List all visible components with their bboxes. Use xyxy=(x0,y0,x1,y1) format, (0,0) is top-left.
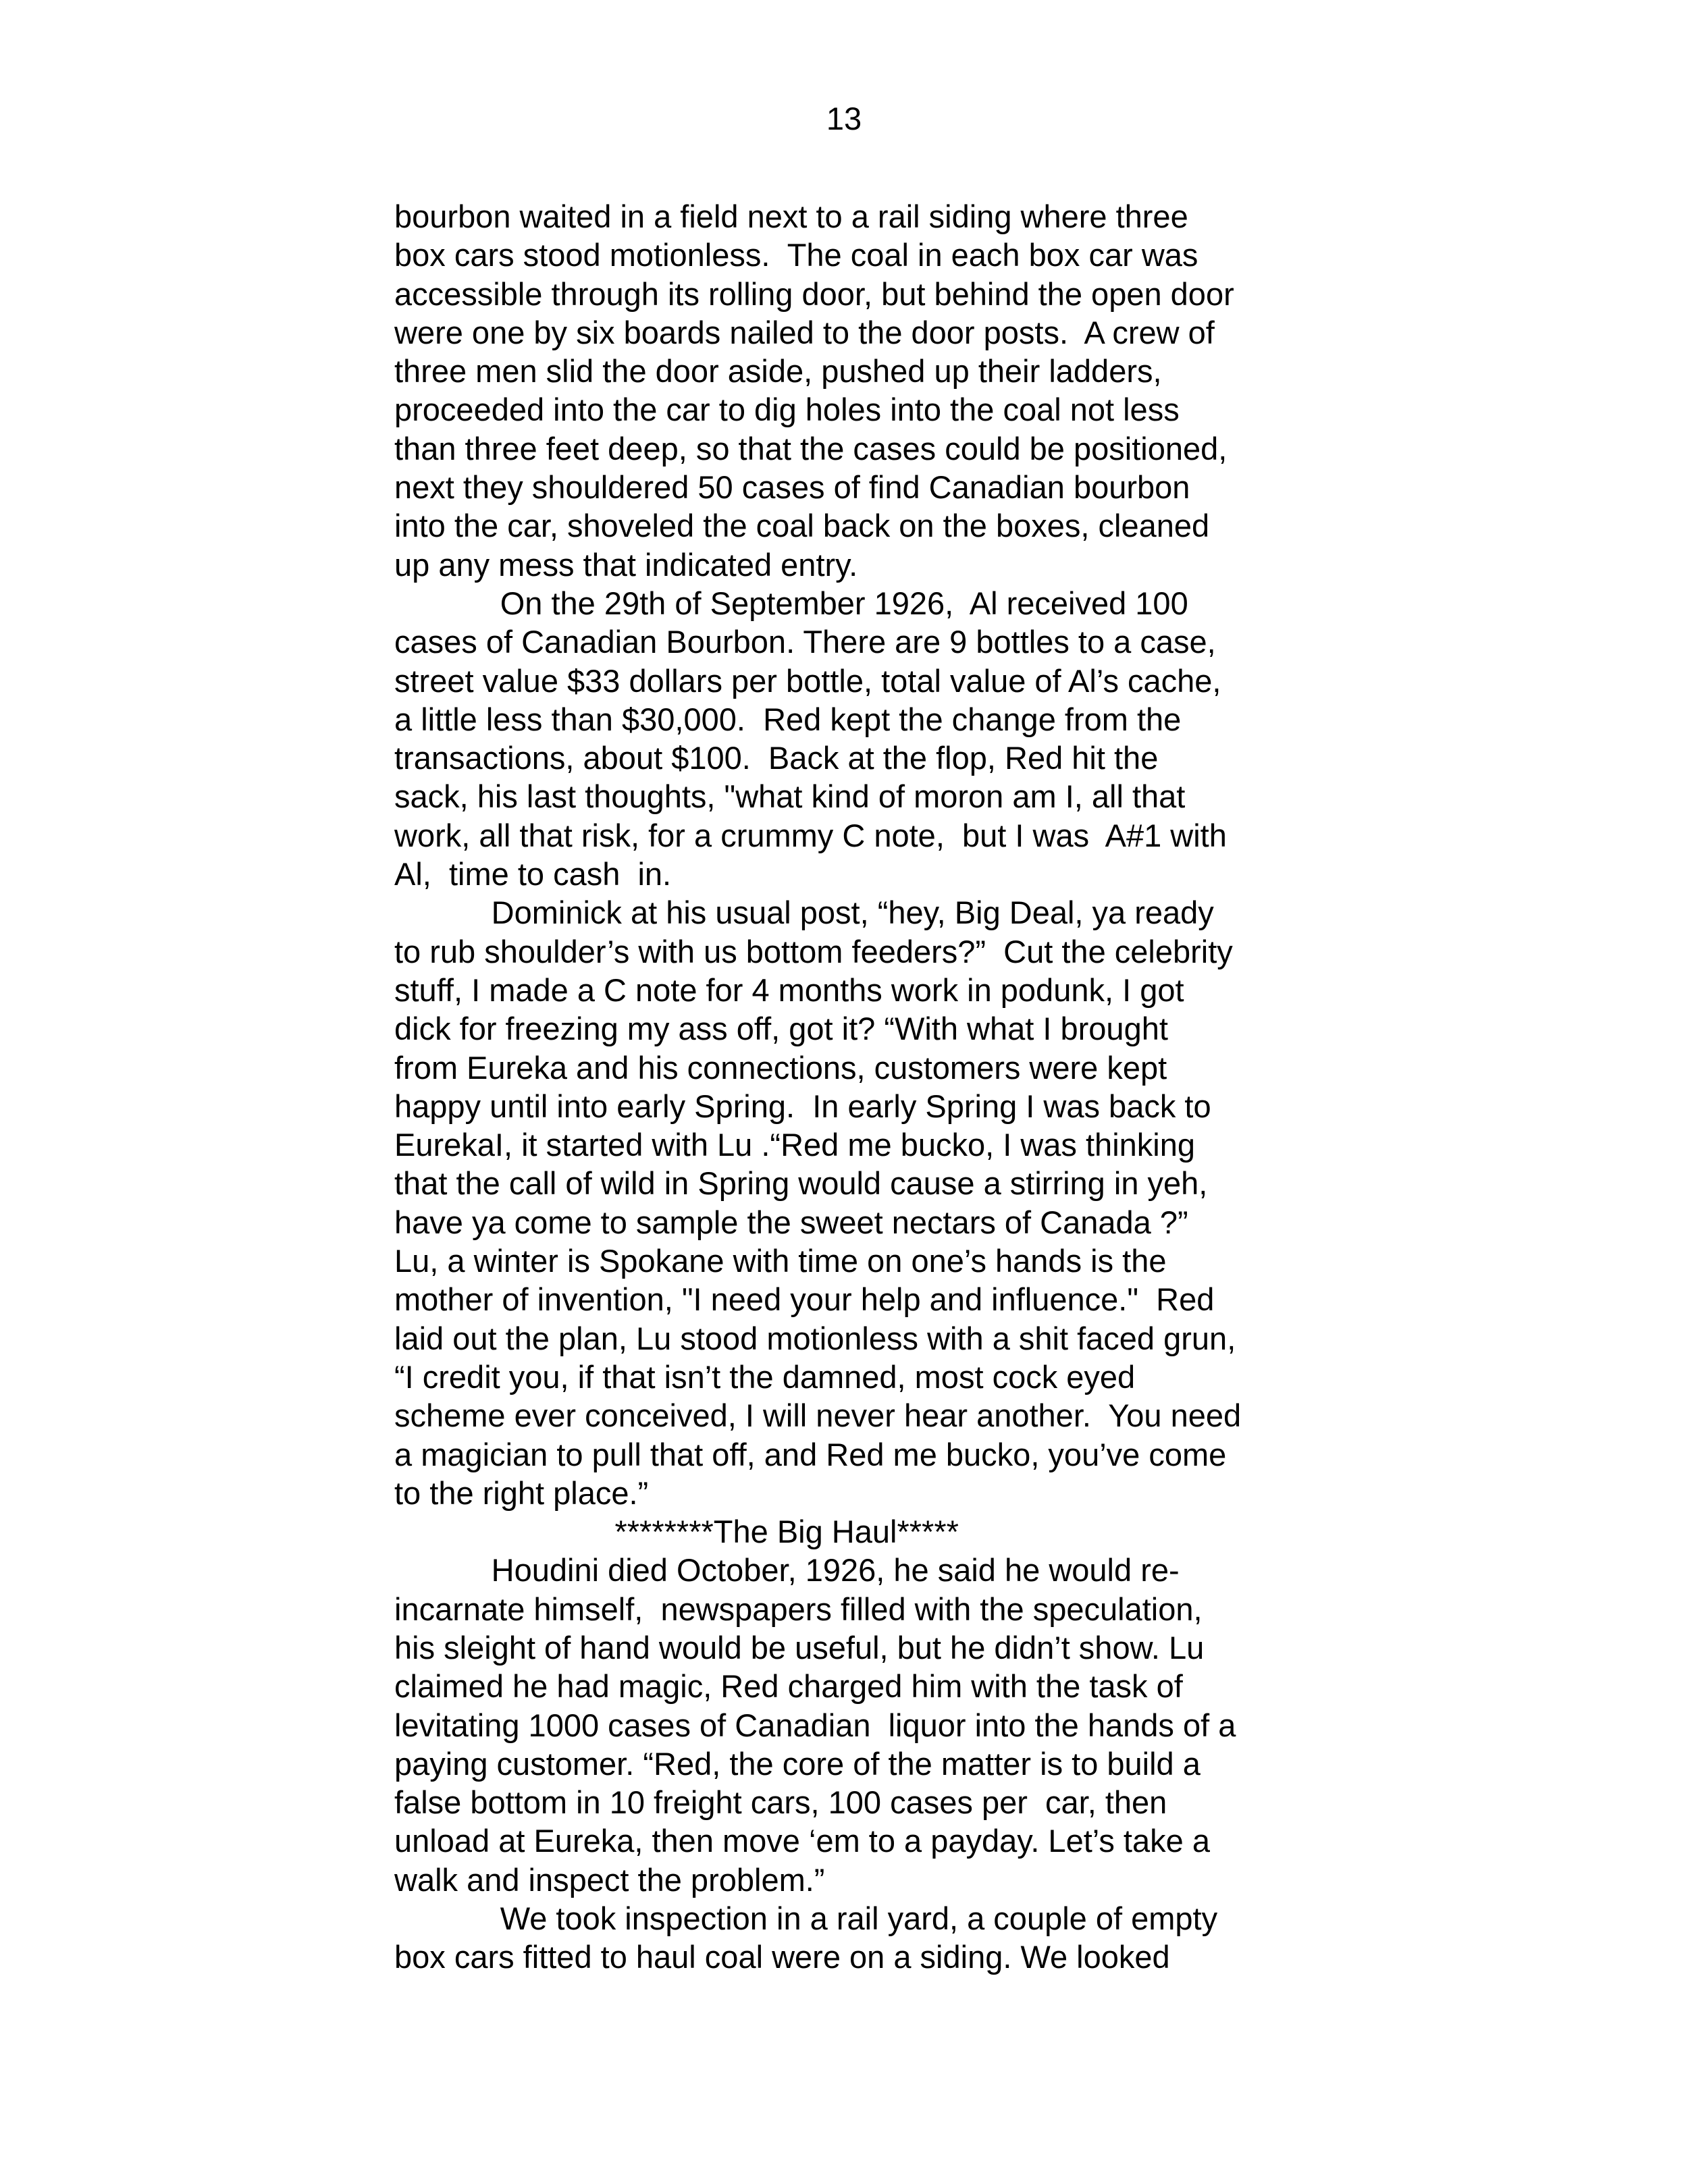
body-text xyxy=(394,197,1326,1977)
text-line: EurekaI, it started with Lu .“Red me bucko, I was thinking xyxy=(394,1127,1195,1163)
text-line: cases of Canadian Bourbon. There are 9 bottles to a case, xyxy=(394,624,1216,660)
text-line: proceeded into the car to dig holes into the coal not less xyxy=(394,392,1180,428)
text-line: box cars stood motionless. The coal in each box car was xyxy=(394,237,1198,273)
text-line: sack, his last thoughts, "what kind of moron am I, all that xyxy=(394,778,1186,815)
text-line: scheme ever conceived, I will never hear another. You need xyxy=(394,1397,1242,1434)
text-line: levitating 1000 cases of Canadian liquor into the hands of a xyxy=(394,1707,1236,1743)
text-line: than three feet deep, so that the cases could be positioned, xyxy=(394,430,1228,467)
text-line: walk and inspect the problem.” xyxy=(394,1861,825,1898)
text-line: We took inspection in a rail yard, a couple of empty xyxy=(394,1900,1218,1937)
section-heading: ********The Big Haul***** xyxy=(394,1514,959,1550)
text-line: “I credit you, if that isn’t the damned, most cock eyed xyxy=(394,1358,1136,1395)
text-line: work, all that risk, for a crummy C note, but I was A#1 with xyxy=(394,817,1227,853)
text-line: into the car, shoveled the coal back on the boxes, cleaned xyxy=(394,508,1210,544)
text-line: stuff, I made a C note for 4 months work in podunk, I got xyxy=(394,971,1184,1008)
text-line: from Eureka and his connections, customers were kept xyxy=(394,1049,1167,1086)
text-line: On the 29th of September 1926, Al received 100 xyxy=(394,585,1188,621)
text-line: accessible through its rolling door, but behind the open door xyxy=(394,275,1234,312)
text-line: have ya come to sample the sweet nectars of Canada ?” xyxy=(394,1204,1188,1240)
text-line: mother of invention, "I need your help and influence." Red xyxy=(394,1281,1215,1318)
text-line: to rub shoulder’s with us bottom feeders?” Cut the celebrity xyxy=(394,933,1233,969)
text-line: laid out the plan, Lu stood motionless with a shit faced grun, xyxy=(394,1320,1236,1356)
text-line: incarnate himself, newspapers filled with the speculation, xyxy=(394,1591,1203,1627)
text-line: street value $33 dollars per bottle, total value of Al’s cache, xyxy=(394,662,1221,699)
text-line: a little less than $30,000. Red kept the change from the xyxy=(394,701,1182,737)
text-line: Lu, a winter is Spokane with time on one’s hands is the xyxy=(394,1243,1167,1279)
text-line: to the right place.” xyxy=(394,1474,649,1511)
text-line: unload at Eureka, then move ‘em to a payday. Let’s take a xyxy=(394,1823,1210,1859)
text-line: Dominick at his usual post, “hey, Big Deal, ya ready xyxy=(394,895,1214,931)
page-number: 13 xyxy=(826,101,862,136)
text-line: Houdini died October, 1926, he said he would re- xyxy=(394,1552,1180,1589)
text-line: transactions, about $100. Back at the flop, Red hit the xyxy=(394,740,1159,776)
text-line: up any mess that indicated entry. xyxy=(394,546,858,583)
text-line: claimed he had magic, Red charged him with the task of xyxy=(394,1668,1183,1705)
text-line: paying customer. “Red, the core of the matter is to build a xyxy=(394,1745,1201,1782)
text-line: were one by six boards nailed to the door posts. A crew of xyxy=(394,314,1215,350)
text-line: Al, time to cash in. xyxy=(394,856,672,893)
text-line: that the call of wild in Spring would cause a stirring in yeh, xyxy=(394,1165,1208,1202)
text-line: happy until into early Spring. In early Spring I was back to xyxy=(394,1088,1211,1124)
text-line: a magician to pull that off, and Red me bucko, you’ve come xyxy=(394,1436,1227,1472)
text-line: box cars fitted to haul coal were on a siding. We looked xyxy=(394,1939,1170,1975)
text-line: dick for freezing my ass off, got it? “With what I brought xyxy=(394,1011,1168,1047)
text-line: next they shouldered 50 cases of find Canadian bourbon xyxy=(394,469,1190,506)
text-line: three men slid the door aside, pushed up their ladders, xyxy=(394,353,1162,390)
text-line: bourbon waited in a field next to a rail siding where three xyxy=(394,198,1188,234)
text-line: his sleight of hand would be useful, but he didn’t show. Lu xyxy=(394,1629,1205,1666)
text-line: false bottom in 10 freight cars, 100 cases per car, then xyxy=(394,1784,1167,1821)
